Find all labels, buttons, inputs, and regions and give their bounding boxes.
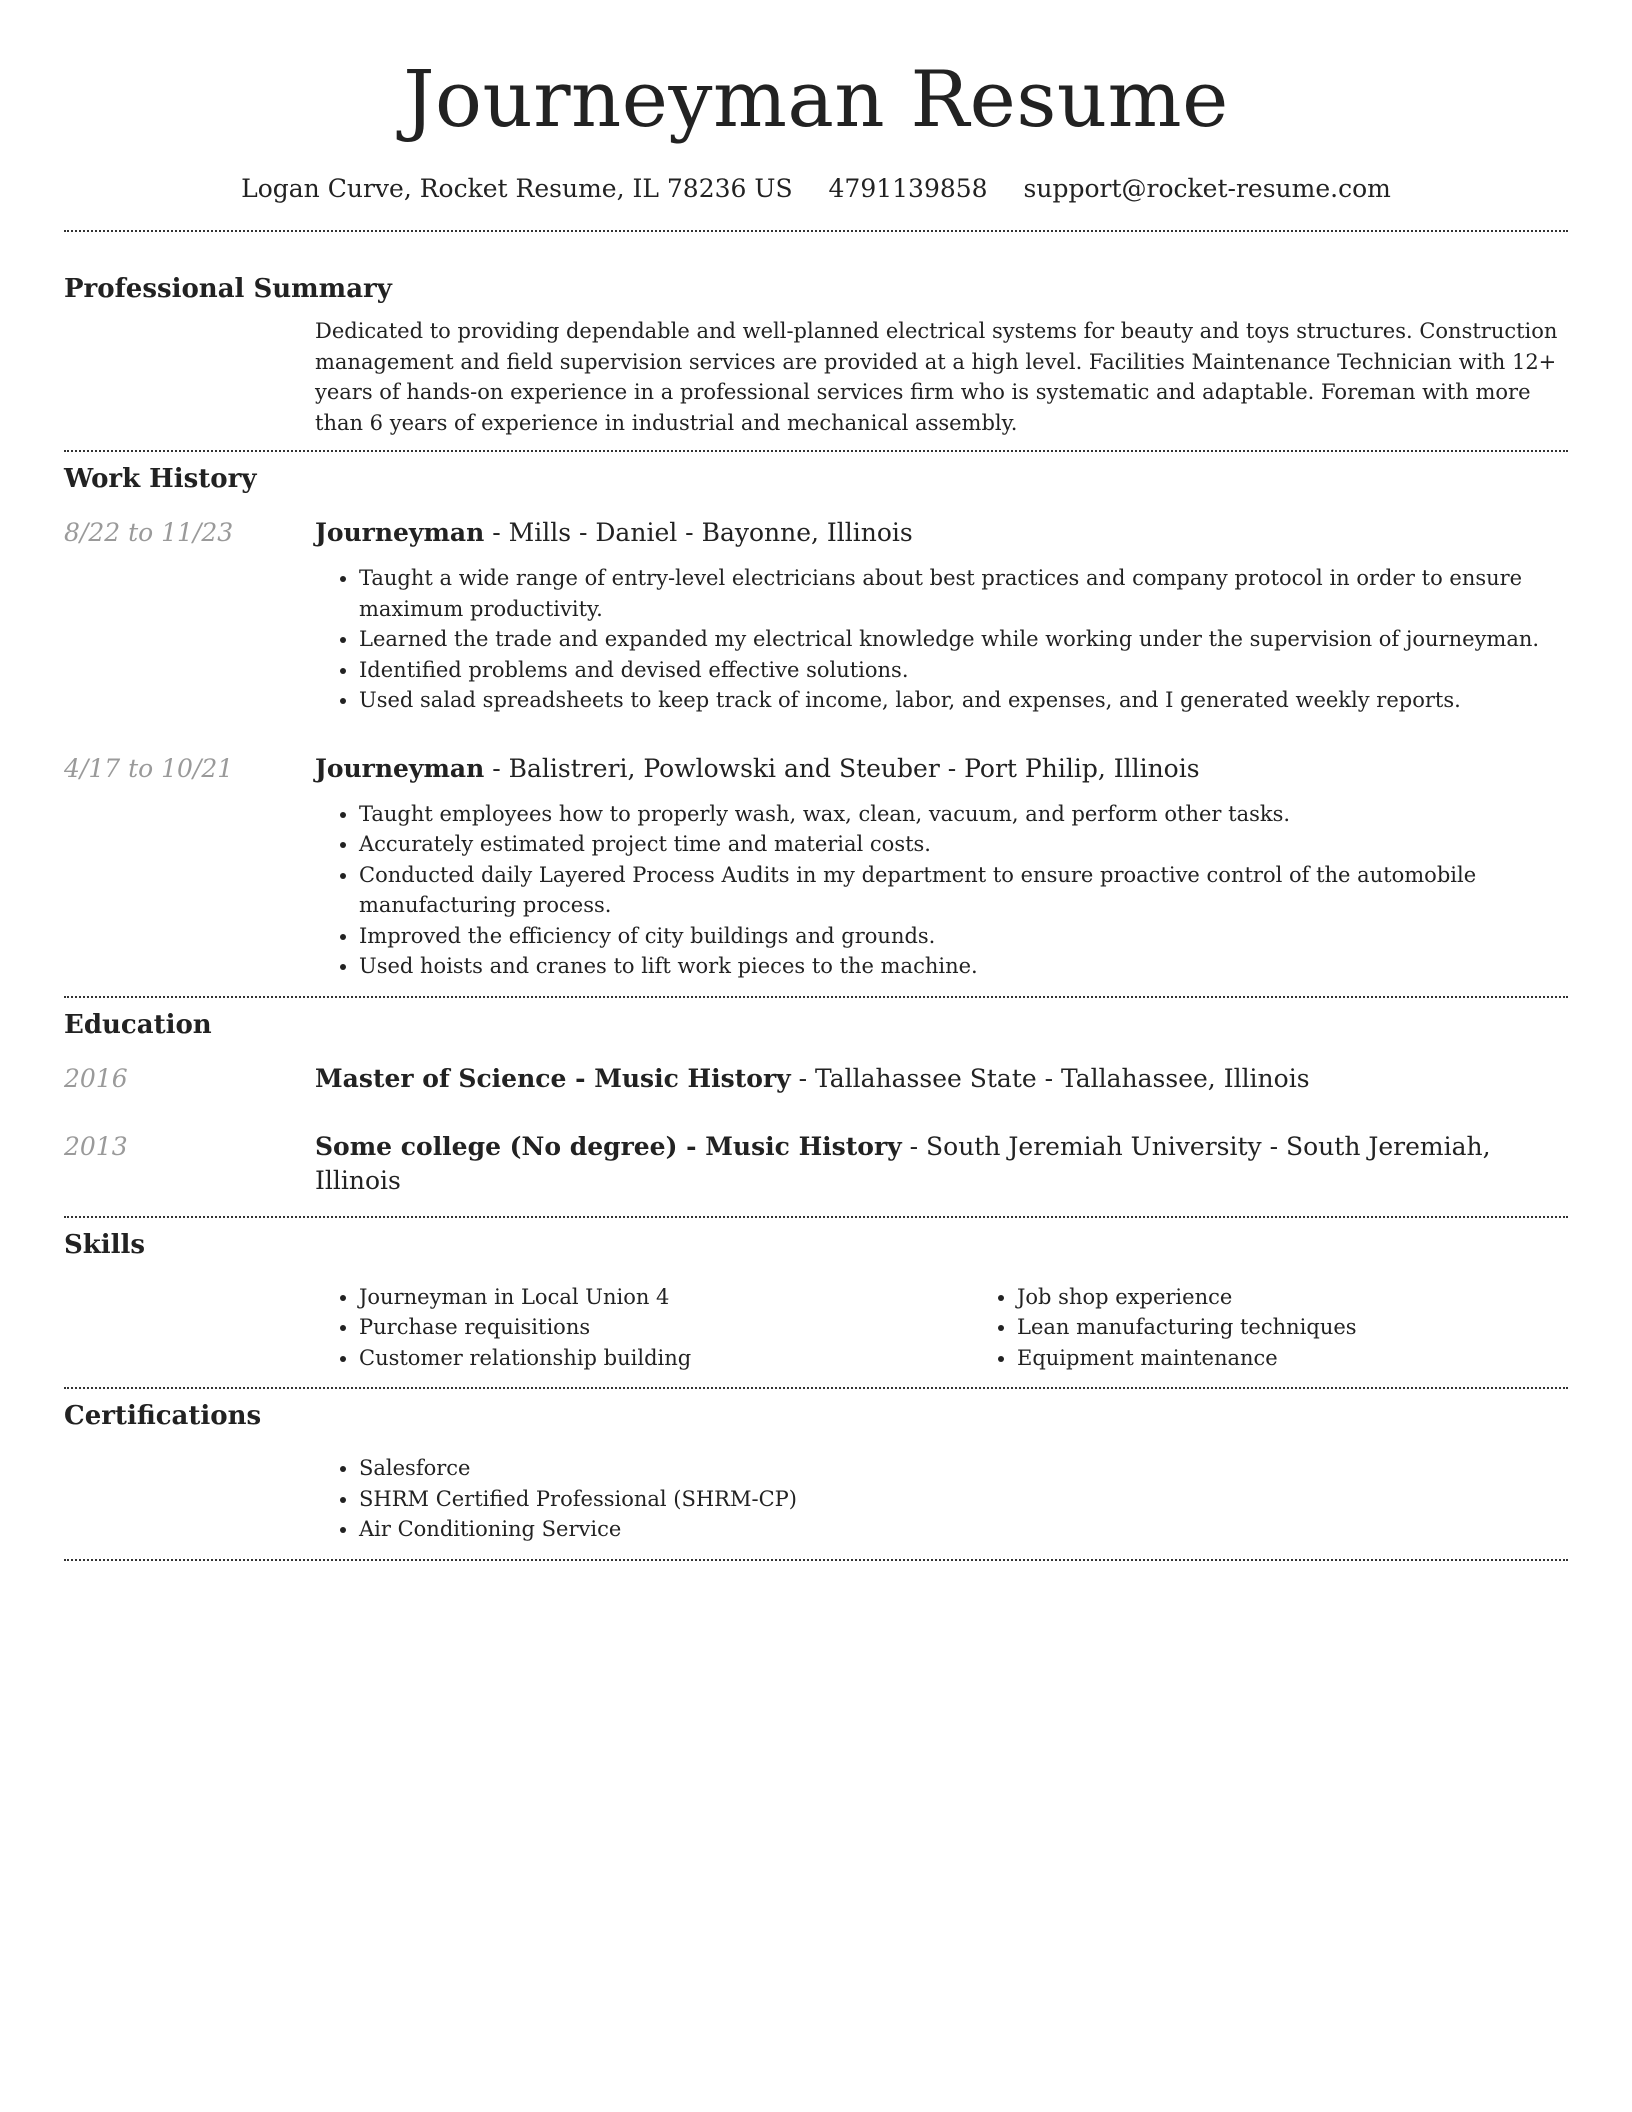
list-item: • Taught a wide range of entry-level electricians about best practices and company protocol in order to ensure maximum productivity.	[359, 563, 1568, 624]
section-title-work-history: Work History	[64, 464, 257, 494]
contact-address: Logan Curve, Rocket Resume, IL 78236 US	[241, 174, 793, 203]
section-title-education: Education	[64, 1009, 212, 1040]
section-title-certifications: Certifications	[64, 1401, 262, 1431]
list-item: • Journeyman in Local Union 4	[359, 1282, 973, 1313]
education-school: - Tallahassee State - Tallahassee, Illinois	[790, 1063, 1310, 1093]
list-item: • Equipment maintenance	[1017, 1343, 1631, 1374]
list-item: • Identified problems and devised effective solutions.	[359, 655, 1568, 686]
job-details: - Balistreri, Powlowski and Steuber - Port Philip, Illinois	[484, 753, 1200, 783]
education-field: Music History	[705, 1131, 902, 1161]
job-dates: 8/22 to 11/23	[64, 518, 234, 547]
education-entry	[64, 1062, 1568, 1096]
education-degree: Some college (No degree)	[315, 1131, 678, 1161]
job-title	[315, 516, 1568, 550]
section-title-summary: Professional Summary	[64, 274, 392, 304]
skills-column-2	[973, 1282, 1631, 1374]
list-item: • Conducted daily Layered Process Audits in my department to ensure proactive control of the automobile manufacturing process.	[359, 860, 1568, 921]
education-field: Music History	[594, 1063, 791, 1093]
job-dates: 4/17 to 10/21	[64, 753, 234, 783]
job-entry	[64, 516, 1568, 716]
section-title-skills: Skills	[64, 1229, 146, 1260]
skills-column-1	[315, 1282, 973, 1374]
list-item: • Taught employees how to properly wash, wax, clean, vacuum, and perform other tasks.	[359, 799, 1568, 830]
education-entry	[64, 1130, 1568, 1198]
list-item: • Accurately estimated project time and material costs.	[359, 829, 1568, 860]
resume-header	[64, 0, 1568, 206]
education-degree: Master of Science	[315, 1063, 567, 1093]
education-year: 2013	[64, 1131, 128, 1161]
summary-text: Dedicated to providing dependable and well-planned electrical systems for beauty and toys structures. Construction management and field supervision services are provided at a high level. Facilities Maintenance Technician with 12+ years of hands-on experience in a professional services firm who is systematic and adaptable. Foreman with more than 6 years of experience in industrial and mechanical assembly.	[315, 319, 1558, 435]
education-year: 2016	[64, 1063, 128, 1093]
list-item: • Improved the efficiency of city buildings and grounds.	[359, 921, 1568, 952]
list-item: • Customer relationship building	[359, 1343, 973, 1374]
skills-list	[315, 1282, 1568, 1374]
job-details: - Mills - Daniel - Bayonne, Illinois	[484, 518, 913, 547]
job-entry	[64, 752, 1568, 982]
education-section	[64, 1008, 1568, 1198]
certifications-section	[64, 1399, 1568, 1545]
list-item: • Used hoists and cranes to lift work pieces to the machine.	[359, 951, 1568, 982]
contact-phone: 4791139858	[828, 174, 988, 203]
list-item: • Job shop experience	[1017, 1282, 1631, 1313]
education-title: Some college (No degree) - Music History - South Jeremiah University - South Jeremiah, Illinois	[315, 1131, 1491, 1195]
job-title	[315, 752, 1568, 786]
job-bullets	[315, 563, 1568, 716]
divider	[64, 230, 1568, 232]
resume-name: Journeyman Resume	[403, 55, 1229, 145]
job-role: Journeyman	[315, 753, 485, 783]
certifications-list	[315, 1453, 1568, 1545]
education-title: Master of Science - Music History - Tallahassee State - Tallahassee, Illinois	[315, 1063, 1310, 1093]
divider	[64, 996, 1568, 998]
contact-email: support@rocket-resume.com	[1023, 174, 1391, 203]
education-school: - South Jeremiah University - South Jeremiah, Illinois	[315, 1131, 1491, 1195]
list-item: • Lean manufacturing techniques	[1017, 1312, 1631, 1343]
list-item: • SHRM Certified Professional (SHRM-CP)	[359, 1484, 1568, 1515]
list-item: • Salesforce	[359, 1453, 1568, 1484]
resume-page	[64, 0, 1568, 1561]
divider	[64, 1387, 1568, 1389]
list-item: • Used salad spreadsheets to keep track of income, labor, and expenses, and I generated weekly reports.	[359, 685, 1568, 716]
work-history-section	[64, 462, 1568, 982]
job-bullets	[315, 799, 1568, 982]
divider	[64, 1559, 1568, 1561]
list-item: • Air Conditioning Service	[359, 1514, 1568, 1545]
divider	[64, 450, 1568, 452]
skills-section	[64, 1228, 1568, 1374]
list-item: • Purchase requisitions	[359, 1312, 973, 1343]
list-item: • Learned the trade and expanded my electrical knowledge while working under the supervision of journeyman.	[359, 624, 1568, 655]
divider	[64, 1216, 1568, 1218]
contact-line	[64, 172, 1568, 206]
summary-section	[64, 272, 1568, 438]
job-role: Journeyman	[315, 518, 485, 547]
